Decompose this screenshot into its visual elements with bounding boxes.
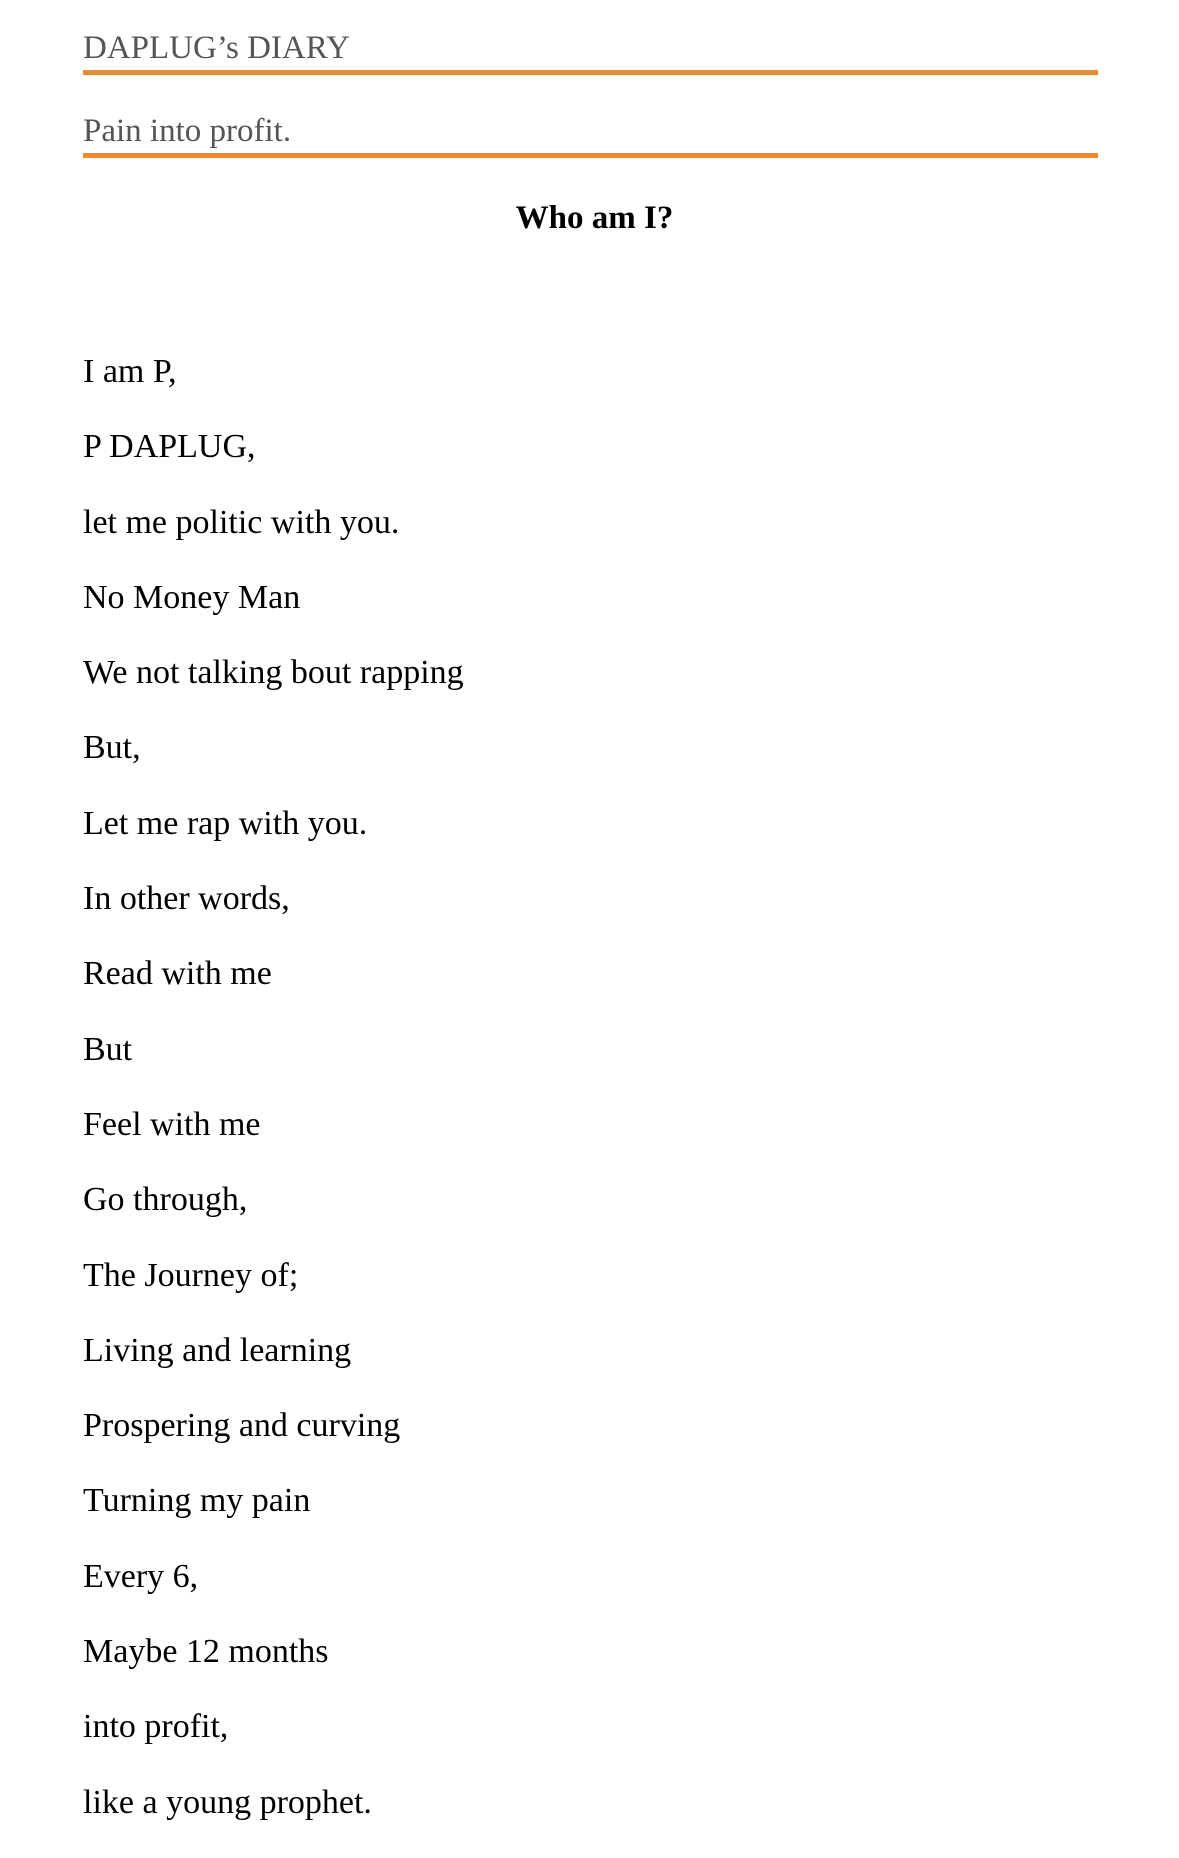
poem-line: Let me rap with you. — [83, 804, 368, 842]
poem-line: P DAPLUG, — [83, 428, 256, 466]
poem-line: The Journey of; — [83, 1256, 299, 1294]
poem-line: Prospering and curving — [83, 1407, 401, 1445]
poem-line: Go through, — [83, 1181, 248, 1219]
poem-line: like a young prophet. — [83, 1783, 372, 1821]
poem-line: No Money Man — [83, 578, 301, 616]
poem-line: But, — [83, 729, 141, 767]
poem-line: In other words, — [83, 880, 290, 918]
poem-line: Feel with me — [83, 1105, 261, 1143]
poem-line: let me politic with you. — [83, 503, 400, 541]
poem-title — [0, 198, 1179, 238]
poem-line: Read with me — [83, 955, 272, 993]
subtitle-divider — [83, 153, 1098, 158]
diary-title: DAPLUG’s DIARY — [83, 30, 350, 66]
poem-line: Living and learning — [83, 1331, 352, 1369]
poem-title-text: Who am I? — [515, 200, 674, 236]
poem-line: Every 6, — [83, 1557, 199, 1595]
poem-line: Maybe 12 months — [83, 1633, 329, 1671]
poem-line: into profit, — [83, 1708, 229, 1746]
poem-line: Turning my pain — [83, 1482, 311, 1520]
poem-line: I am P, — [83, 353, 177, 390]
poem-line: We not talking bout rapping — [83, 654, 464, 692]
poem-lines — [83, 352, 1083, 1858]
header-divider — [83, 70, 1098, 75]
document-header — [83, 28, 1098, 158]
poem-line: But — [83, 1030, 133, 1068]
diary-subtitle: Pain into profit. — [83, 113, 292, 149]
